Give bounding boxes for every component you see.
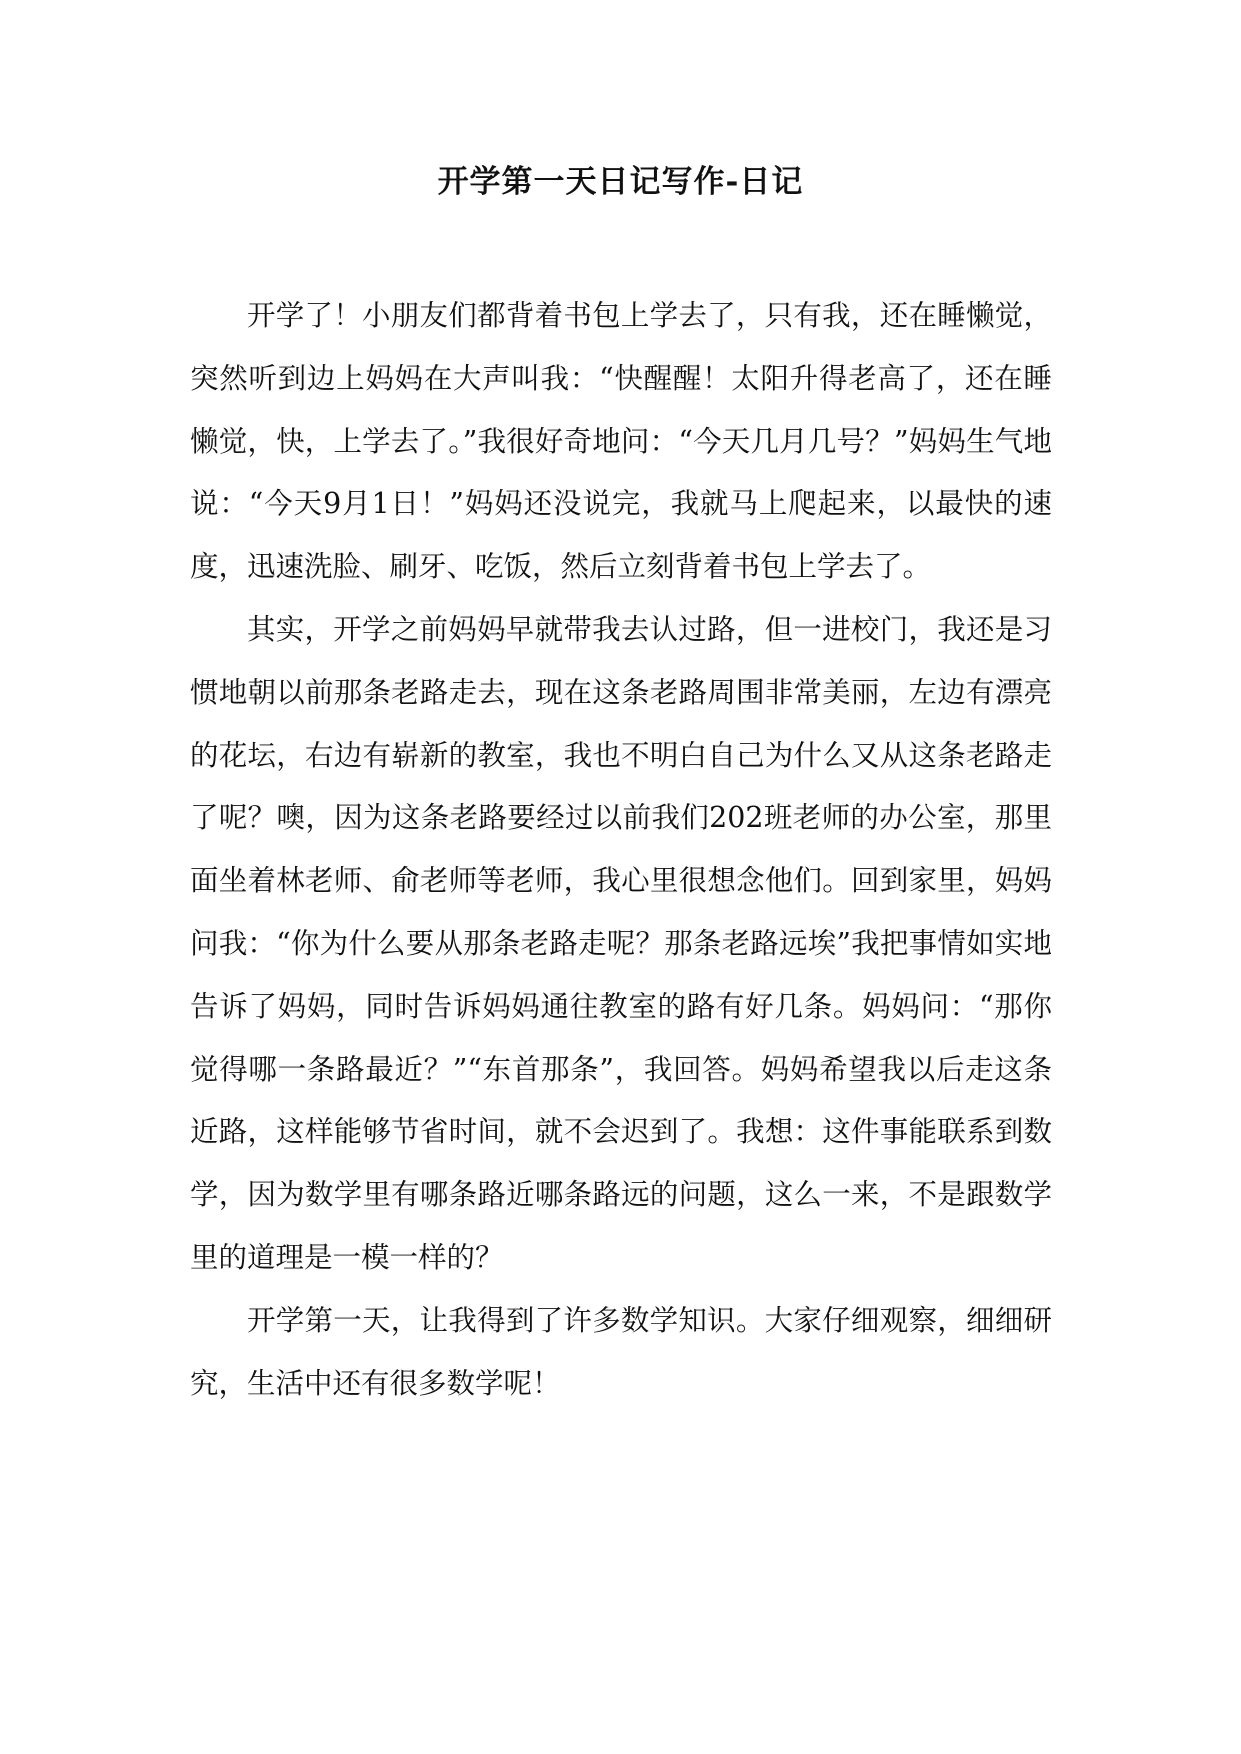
- document-title: 开学第一天日记写作-日记: [437, 164, 804, 200]
- paragraph-1: 开学了！小朋友们都背着书包上学去了，只有我，还在睡懒觉，突然听到边上妈妈在大声叫我：“快醒醒！太阳升得老高了，还在睡懒觉，快，上学去了。”我很好奇地问：“今天几月几号？”妈妈生气地说：“今天9月1日！”妈妈还没说完，我就马上爬起来，以最快的速度，迅速洗脸、刷牙、吃饭，然后立刻背着书包上学去了。: [190, 299, 1052, 584]
- document-body: [190, 285, 1052, 1415]
- paragraph-3: 开学第一天，让我得到了许多数学知识。大家仔细观察，细细研究，生活中还有很多数学呢！: [190, 1303, 1052, 1400]
- paragraph-2: 其实，开学之前妈妈早就带我去认过路，但一进校门，我还是习惯地朝以前那条老路走去，现在这条老路周围非常美丽，左边有漂亮的花坛，右边有崭新的教室，我也不明白自己为什么又从这条老路走了呢？噢，因为这条老路要经过以前我们202班老师的办公室，那里面坐着林老师、俞老师等老师，我心里很想念他们。回到家里，妈妈问我：“你为什么要从那条老路走呢？那条老路远埃”我把事情如实地告诉了妈妈，同时告诉妈妈通往教室的路有好几条。妈妈问：“那你觉得哪一条路最近？”“东首那条”，我回答。妈妈希望我以后走这条近路，这样能够节省时间，就不会迟到了。我想：这件事能联系到数学，因为数学里有哪条路近哪条路远的问题，这么一来，不是跟数学里的道理是一模一样的？: [190, 612, 1052, 1274]
